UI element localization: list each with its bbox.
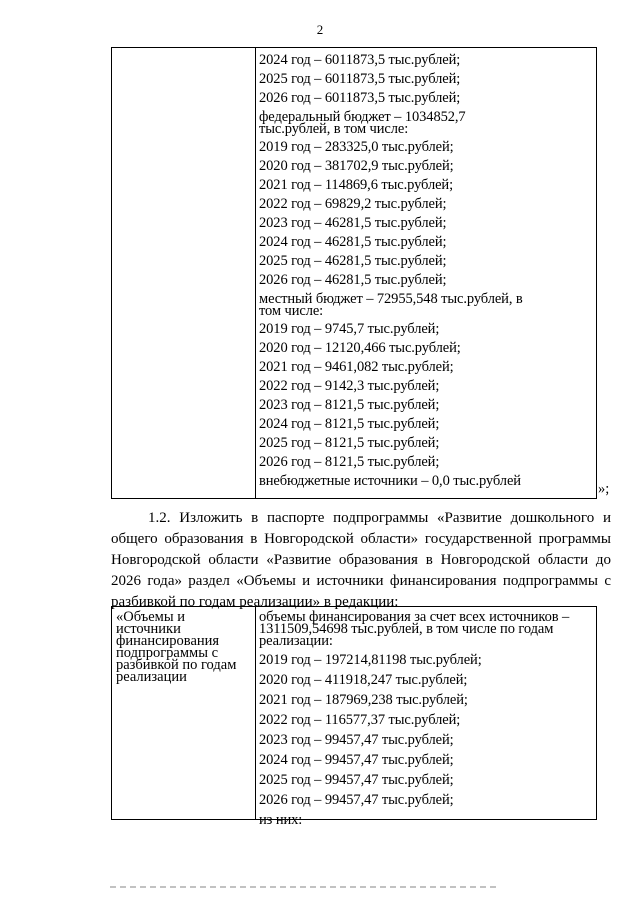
closing-quote: »; [598, 481, 610, 497]
table-row: 2022 год – 9142,3 тыс.рублей; [259, 378, 440, 394]
financing-cell [259, 611, 594, 828]
table-row: 2021 год – 9461,082 тыс.рублей; [259, 359, 454, 375]
page-number: 2 [316, 22, 324, 37]
table-row: 2019 год – 197214,81198 тыс.рублей; [259, 652, 482, 668]
table-row: 2019 год – 283325,0 тыс.рублей; [259, 139, 454, 155]
table-row: из них: [259, 812, 303, 828]
table-row: 2024 год – 8121,5 тыс.рублей; [259, 416, 440, 432]
table-row: внебюджетные источники – 0,0 тыс.рублей [259, 473, 521, 489]
financing-cell [259, 52, 589, 489]
table-row: 2021 год – 114869,6 тыс.рублей; [259, 177, 454, 193]
table-row: 2022 год – 116577,37 тыс.рублей; [259, 712, 461, 728]
amendment-paragraph [111, 508, 611, 613]
table-row: 2023 год – 8121,5 тыс.рублей; [259, 397, 440, 413]
table-row: 2022 год – 69829,2 тыс.рублей; [259, 196, 447, 212]
column-divider [255, 48, 256, 498]
table-row: 2026 год – 99457,47 тыс.рублей; [259, 792, 454, 808]
financing-table-continued [111, 47, 597, 499]
table-row: 2026 год – 6011873,5 тыс.рублей; [259, 90, 461, 106]
table-row: 2020 год – 12120,466 тыс.рублей; [259, 340, 461, 356]
table-row: 2026 год – 8121,5 тыс.рублей; [259, 454, 440, 470]
scan-artifact [110, 886, 500, 888]
table-row: 2025 год – 99457,47 тыс.рублей; [259, 772, 454, 788]
table-row: 2024 год – 99457,47 тыс.рублей; [259, 752, 454, 768]
table-row: 2023 год – 99457,47 тыс.рублей; [259, 732, 454, 748]
section-label: «Объемы и источники финансирования подпрограммы с разбивкой по годам реализации [116, 609, 237, 685]
table-row: 2024 год – 6011873,5 тыс.рублей; [259, 52, 461, 68]
table-row: 2019 год – 9745,7 тыс.рублей; [259, 321, 440, 337]
table-row: 2026 год – 46281,5 тыс.рублей; [259, 272, 447, 288]
table-row: 2025 год – 46281,5 тыс.рублей; [259, 253, 447, 269]
table-row: 2024 год – 46281,5 тыс.рублей; [259, 234, 447, 250]
table-row: местный бюджет – 72955,548 тыс.рублей, в том числе: [259, 291, 523, 319]
table-row: 2021 год – 187969,238 тыс.рублей; [259, 692, 468, 708]
column-divider [255, 607, 256, 819]
financing-table-new [111, 606, 597, 828]
table-row: 2025 год – 8121,5 тыс.рублей; [259, 435, 440, 451]
table-row: объемы финансирования за счет всех источников – 1311509,54698 тыс.рублей, в том числе по годам реализации: [259, 609, 570, 649]
table-row: 2025 год – 6011873,5 тыс.рублей; [259, 71, 461, 87]
table-row: 2020 год – 411918,247 тыс.рублей; [259, 672, 468, 688]
table-row: 2023 год – 46281,5 тыс.рублей; [259, 215, 447, 231]
table-row: федеральный бюджет – 1034852,7 тыс.рублей, в том числе: [259, 109, 466, 137]
paragraph-text: 1.2. Изложить в паспорте подпрограммы «Развитие дошкольного и общего образования в Новгородской области» государственной программы Новгородской области «Развитие образования в Новгородской области до 2026 года» раздел «Объемы и источники финансирования подпрограммы с разбивкой по годам реализации» в редакции: [111, 510, 611, 610]
table-row: 2020 год – 381702,9 тыс.рублей; [259, 158, 454, 174]
